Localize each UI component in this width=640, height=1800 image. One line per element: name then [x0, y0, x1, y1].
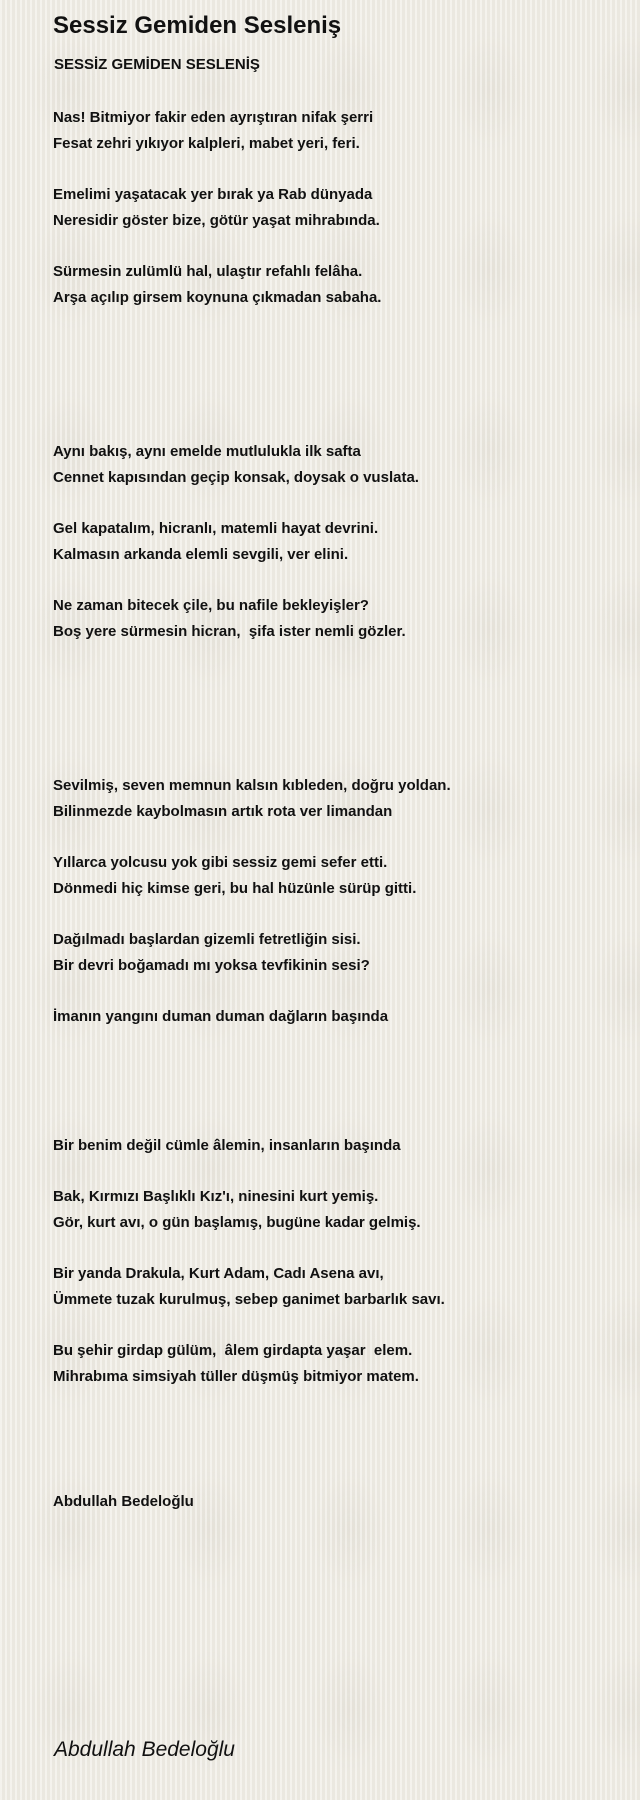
- poem-line: Cennet kapısından geçip konsak, doysak o vuslata.: [53, 468, 419, 486]
- poem-blank-line: [53, 388, 451, 414]
- poem-blank-line: [53, 1158, 451, 1184]
- poem-line: Sürmesin zulümlü hal, ulaştır refahlı felâha.: [53, 263, 363, 281]
- poem-line: Bak, Kırmızı Başlıklı Kız'ı, ninesini kurt yemiş.: [53, 1187, 379, 1205]
- poem-line: Fesat zehri yıkıyor kalpleri, mabet yeri, feri.: [53, 134, 360, 152]
- poem-line: Gör, kurt avı, o gün başlamış, bugüne kadar gelmiş.: [53, 1213, 421, 1231]
- poem-blank-line: [53, 747, 451, 773]
- poem-author: Abdullah Bedeloğlu: [53, 1493, 194, 1510]
- poem-title: Sessiz Gemiden Sesleniş: [53, 12, 342, 39]
- poem-line: İmanın yangını duman duman dağların başında: [53, 1008, 389, 1026]
- poem-line: Bu şehir girdap gülüm, âlem girdapta yaşar elem.: [53, 1342, 413, 1359]
- poem-blank-line: [53, 901, 451, 927]
- poem-blank-line: [53, 1081, 451, 1107]
- poem-blank-line: [53, 233, 451, 259]
- poem-line: Gel kapatalım, hicranlı, matemli hayat devrini.: [53, 520, 379, 537]
- poem-line: Nas! Bitmiyor fakir eden ayrıştıran nifak şerri: [53, 109, 374, 126]
- poem-blank-line: [53, 722, 451, 748]
- poem-blank-line: [53, 1055, 451, 1081]
- poem-blank-line: [53, 644, 451, 670]
- poem-blank-line: [53, 156, 451, 182]
- poem-line: Neresidir göster bize, götür yaşat mihrabında.: [53, 211, 380, 229]
- poem-line: Yıllarca yolcusu yok gibi sessiz gemi sefer etti.: [53, 853, 388, 871]
- poem-line: Bir yanda Drakula, Kurt Adam, Cadı Asena avı,: [53, 1264, 384, 1282]
- poem-line: Dağılmadı başlardan gizemli fetretliğin sisi.: [53, 931, 361, 948]
- poem-blank-line: [53, 978, 451, 1004]
- poem-line: Bir devri boğamadı mı yoksa tevfikinin sesi?: [53, 956, 370, 974]
- poem-line: Boş yere sürmesin hicran, şifa ister nemli gözler.: [53, 622, 406, 640]
- poem-blank-line: [53, 413, 451, 439]
- poem-line: Bilinmezde kaybolmasın artık rota ver limandan: [53, 802, 393, 820]
- poem-line: Kalmasın arkanda elemli sevgili, ver elini.: [53, 545, 349, 563]
- poem-blank-line: [53, 696, 451, 722]
- poem-subtitle: SESSİZ GEMİDEN SESLENİŞ: [54, 56, 260, 73]
- poem-blank-line: [53, 567, 451, 593]
- poem-blank-line: [53, 336, 451, 362]
- poem-line: Bir benim değil cümle âlemin, insanların başında: [53, 1136, 401, 1154]
- poem-blank-line: [53, 824, 451, 850]
- poem-blank-line: [53, 1235, 451, 1261]
- poem-blank-line: [53, 311, 451, 337]
- poem-line: Aynı bakış, aynı emelde mutlulukla ilk safta: [53, 442, 361, 460]
- poem-blank-line: [53, 490, 451, 516]
- poem-blank-line: [53, 1312, 451, 1338]
- poem-line: Dönmedi hiç kimse geri, bu hal hüzünle sürüp gitti.: [53, 879, 417, 897]
- poem-line: Emelimi yaşatacak yer bırak ya Rab dünyada: [53, 186, 373, 204]
- poem-line: Ümmete tuzak kurulmuş, sebep ganimet barbarlık savı.: [53, 1290, 445, 1308]
- author-signature: Abdullah Bedeloğlu: [54, 1738, 235, 1761]
- poem-line: Mihrabıma simsiyah tüller düşmüş bitmiyor matem.: [53, 1367, 419, 1385]
- poem-line: Ne zaman bitecek çile, bu nafile bekleyişler?: [53, 597, 369, 615]
- poem-body: [53, 105, 451, 1389]
- poem-line: Arşa açılıp girsem koynuna çıkmadan sabaha.: [53, 288, 382, 306]
- poem-blank-line: [53, 1107, 451, 1133]
- poem-line: Sevilmiş, seven memnun kalsın kıbleden, doğru yoldan.: [53, 776, 451, 794]
- poem-blank-line: [53, 670, 451, 696]
- poem-blank-line: [53, 1030, 451, 1056]
- poem-blank-line: [53, 362, 451, 388]
